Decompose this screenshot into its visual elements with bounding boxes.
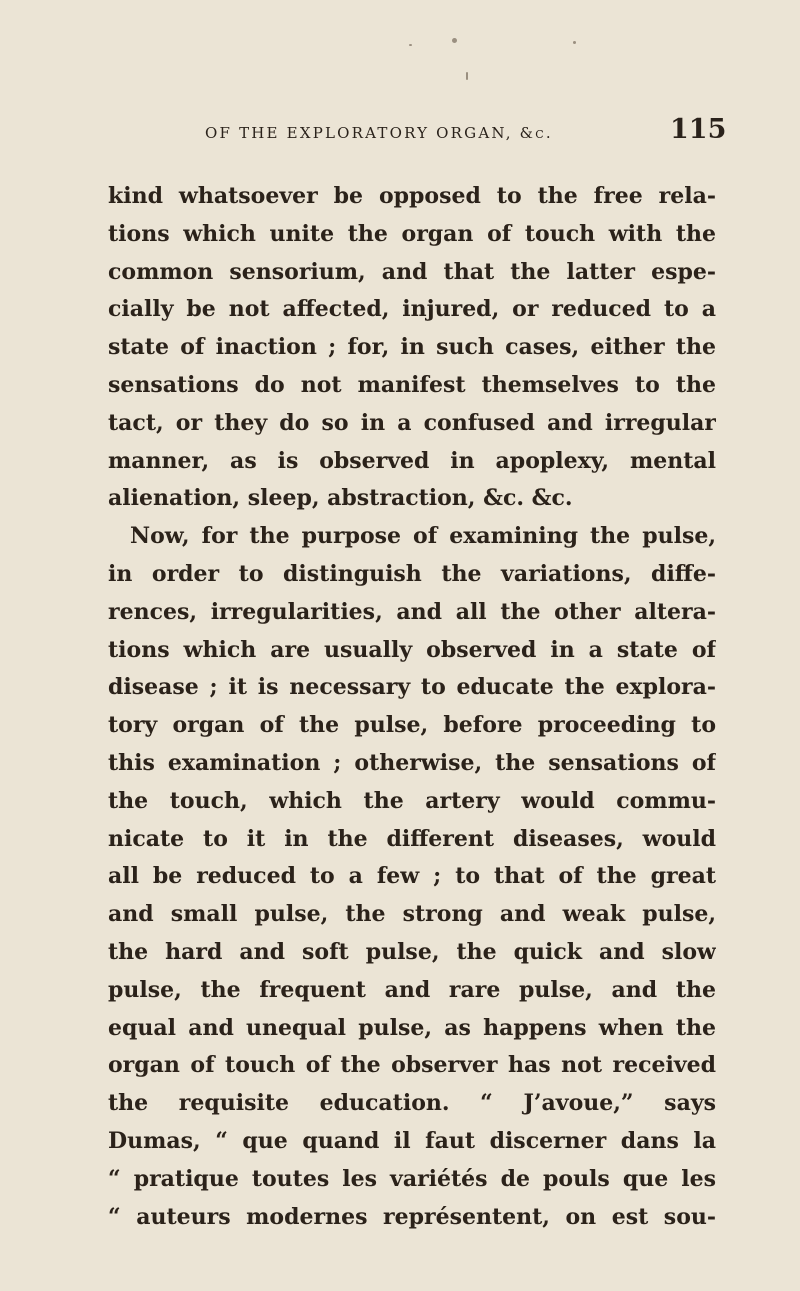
text-line: nicate to it in the different diseases, would: [108, 825, 716, 852]
text-line: tions which unite the organ of touch with the: [108, 220, 716, 247]
paper-speck: [452, 38, 457, 43]
page-header: [205, 114, 725, 154]
text-line: cially be not affected, injured, or reduced to a: [108, 296, 716, 323]
text-line: tory organ of the pulse, before proceeding to: [108, 712, 716, 739]
text-line: and small pulse, the strong and weak pulse,: [108, 901, 716, 928]
page-number: 115: [670, 114, 727, 145]
text-line: this examination ; otherwise, the sensations of: [108, 749, 716, 776]
text-line: in order to distinguish the variations, diffe-: [108, 560, 716, 587]
paper-speck: [409, 44, 412, 46]
text-line: equal and unequal pulse, as happens when the: [108, 1014, 716, 1041]
text-line: the hard and soft pulse, the quick and slow: [108, 938, 716, 965]
text-line: kind whatsoever be opposed to the free rela-: [108, 183, 716, 209]
text-line: tact, or they do so in a confused and irregular: [108, 409, 716, 436]
body-text: [108, 178, 716, 1236]
text-line: common sensorium, and that the latter espe-: [108, 258, 716, 285]
text-line: sensations do not manifest themselves to the: [108, 371, 716, 398]
text-line: alienation, sleep, abstraction, &c. &c.: [108, 485, 573, 512]
text-line: the touch, which the artery would commu-: [108, 787, 716, 814]
text-line: state of inaction ; for, in such cases, either the: [108, 334, 716, 361]
text-line: Dumas, “ que quand il faut discerner dans la: [108, 1127, 716, 1154]
text-line: “ auteurs modernes représentent, on est sou-: [108, 1203, 716, 1230]
text-line: rences, irregularities, and all the other altera-: [108, 598, 716, 625]
text-line: all be reduced to a few ; to that of the great: [108, 863, 716, 890]
paper-speck: [573, 41, 576, 44]
text-line: “ pratique toutes les variétés de pouls que les: [108, 1165, 716, 1192]
text-line: disease ; it is necessary to educate the explora-: [108, 674, 716, 701]
running-head: OF THE EXPLORATORY ORGAN, &c.: [205, 124, 553, 142]
text-line: pulse, the frequent and rare pulse, and the: [108, 976, 716, 1003]
paper-speck: [466, 72, 468, 80]
text-line: Now, for the purpose of examining the pulse,: [130, 523, 716, 550]
text-line: the requisite education. “ J’avoue,” says: [108, 1090, 716, 1117]
text-line: tions which are usually observed in a state of: [108, 636, 716, 663]
text-line: organ of touch of the observer has not received: [108, 1052, 716, 1079]
text-line: manner, as is observed in apoplexy, mental: [108, 447, 716, 474]
